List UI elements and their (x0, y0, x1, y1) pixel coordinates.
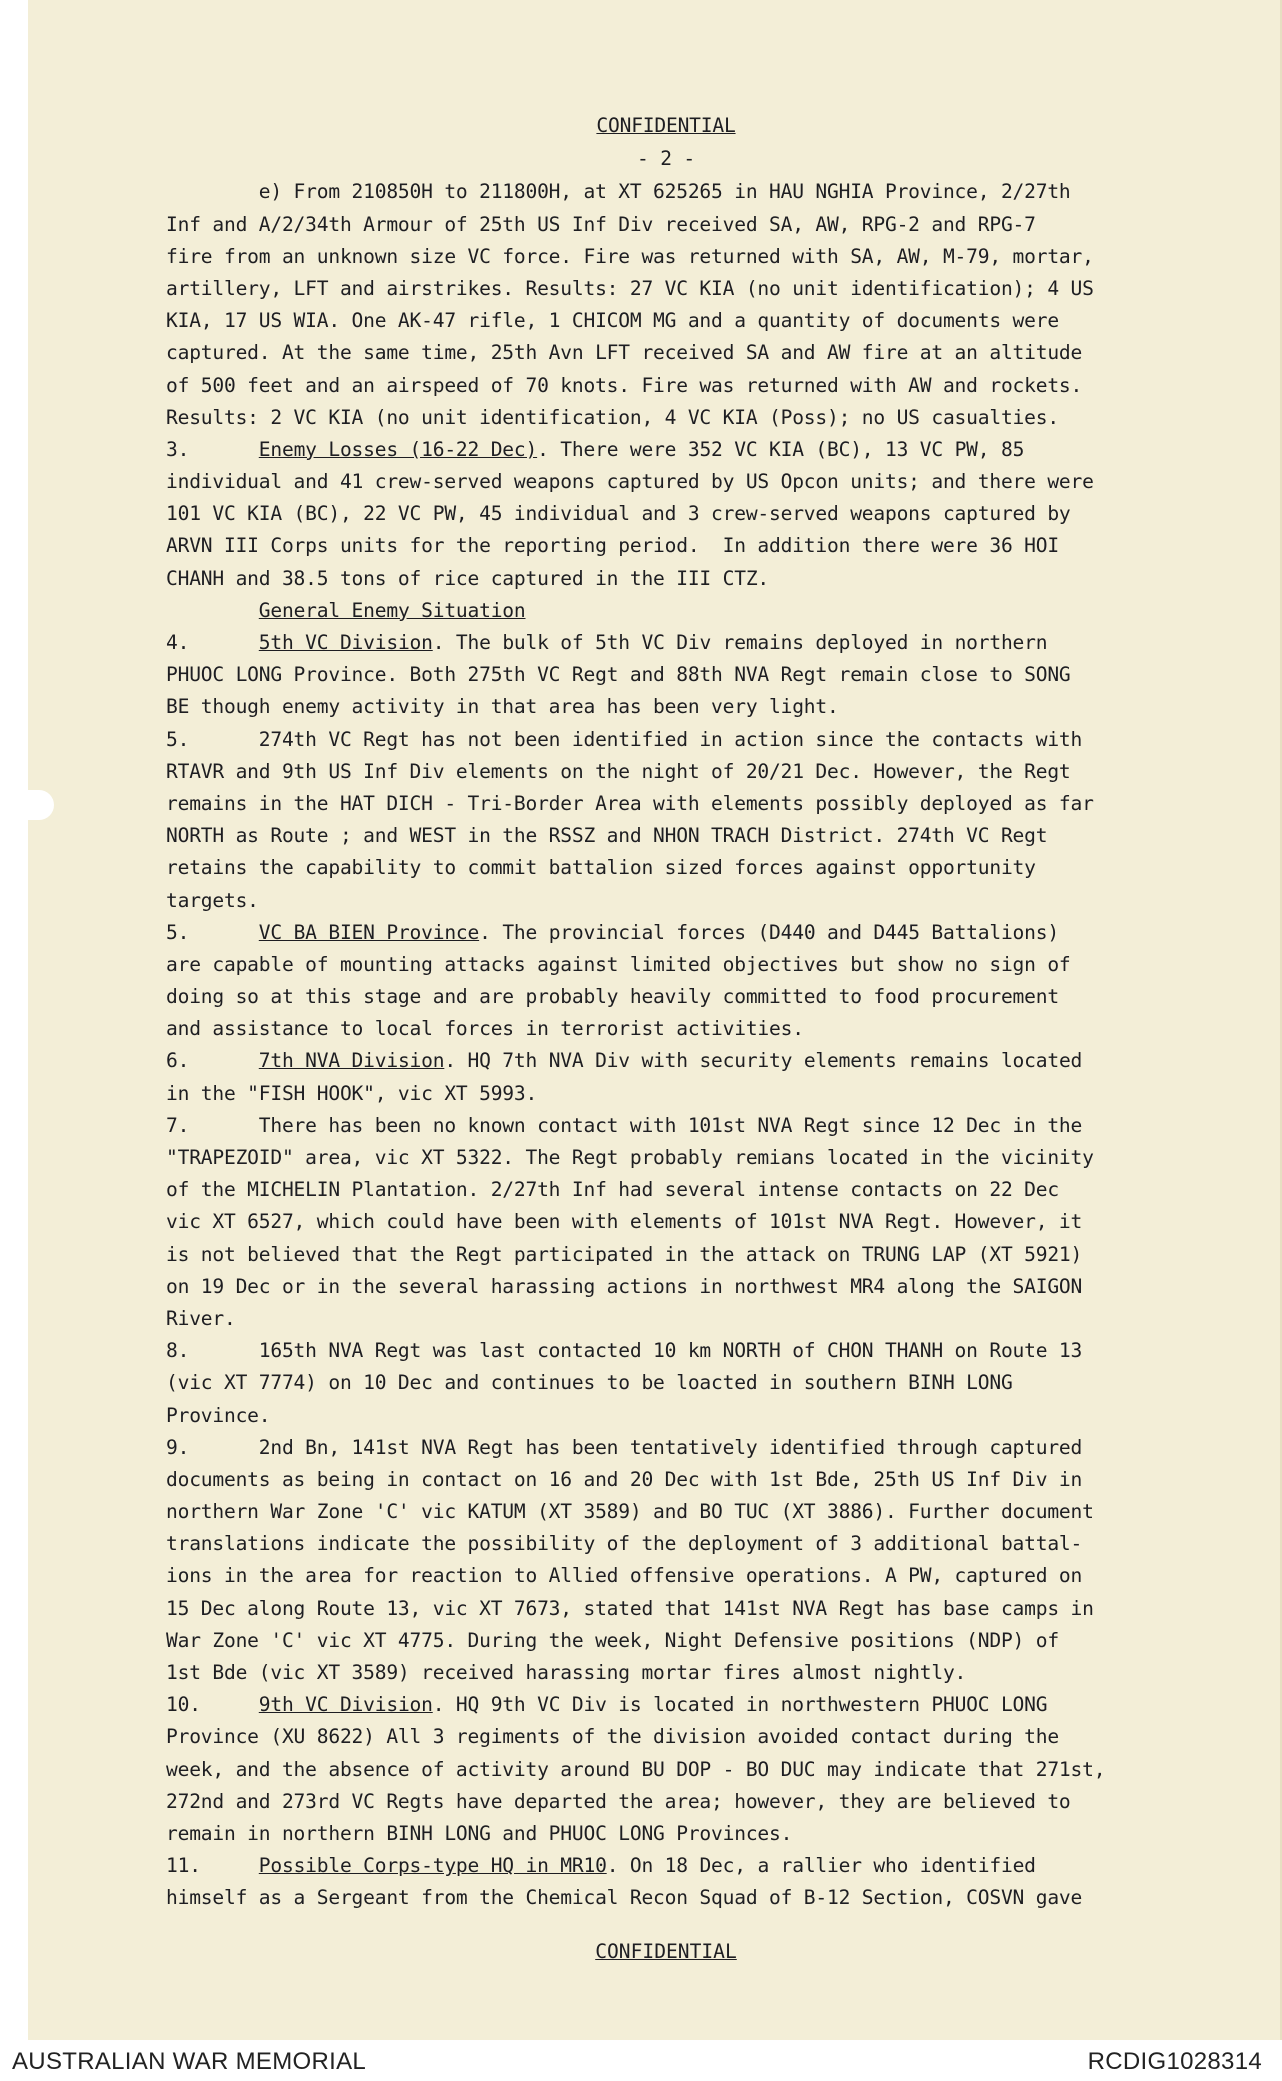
text-run: captured. At the same time, 25th Avn LFT received SA and AW fire at an altitude (166, 341, 1083, 365)
text-run: 8. 165th NVA Regt was last contacted 10 km NORTH of CHON THANH on Route 13 (166, 1339, 1083, 1363)
text-line (166, 402, 1166, 434)
text-run: (vic XT 7774) on 10 Dec and continues to be loacted in southern BINH LONG (166, 1371, 1013, 1395)
text-run: of the MICHELIN Plantation. 2/27th Inf had several intense contacts on 22 Dec (166, 1178, 1059, 1202)
document-body (166, 110, 1166, 1915)
header-text: CONFIDENTIAL (596, 114, 736, 137)
text-line (166, 1239, 1166, 1271)
text-line (166, 498, 1166, 530)
text-line (166, 1560, 1166, 1592)
text-line (166, 1078, 1166, 1110)
text-run: is not believed that the Regt participated in the attack on TRUNG LAP (XT 5921) (166, 1242, 1083, 1266)
text-run: 5. (166, 920, 259, 944)
text-line (166, 563, 1166, 595)
section-heading: General Enemy Situation (258, 598, 526, 622)
text-line (166, 370, 1166, 402)
text-run: doing so at this stage and are probably heavily committed to food procurement (166, 985, 1059, 1009)
text-run: in the "FISH HOOK", vic XT 5993. (166, 1081, 538, 1105)
text-run: Province (XU 8622) All 3 regiments of the division avoided contact during the (166, 1725, 1059, 1749)
text-run: PHUOC LONG Province. Both 275th VC Regt and 88th NVA Regt remain close to SONG (166, 663, 1071, 687)
text-run: retains the capability to commit battalion sized forces against opportunity (166, 856, 1036, 880)
text-run: . The bulk of 5th VC Div remains deployed in northern (432, 631, 1048, 655)
text-line (166, 1045, 1166, 1077)
section-heading: 7th NVA Division (258, 1049, 445, 1073)
text-line (166, 209, 1166, 241)
text-line (166, 1528, 1166, 1560)
text-line (166, 1689, 1166, 1721)
text-run: . There were 352 VC KIA (BC), 13 VC PW, 85 (537, 437, 1025, 461)
reference-label: RCDIG1028314 (1087, 2048, 1262, 2075)
text-line (166, 788, 1166, 820)
text-line (166, 1367, 1166, 1399)
text-line (166, 1400, 1166, 1432)
text-line (166, 852, 1166, 884)
text-line (166, 724, 1166, 756)
text-line (166, 1625, 1166, 1657)
page-number: - 2 - (637, 147, 695, 171)
text-line (166, 627, 1166, 659)
text-line (166, 1721, 1166, 1753)
text-run: ions in the area for reaction to Allied offensive operations. A PW, captured on (166, 1564, 1083, 1588)
section-heading: Possible Corps-type HQ in MR10 (258, 1854, 607, 1878)
section-heading: VC BA BIEN Province (258, 920, 480, 944)
text-run: . The provincial forces (D440 and D445 Battalions) (479, 920, 1059, 944)
text-run: documents as being in contact on 16 and 20 Dec with 1st Bde, 25th US Inf Div in (166, 1467, 1083, 1491)
text-line (166, 434, 1166, 466)
text-run: 15 Dec along Route 13, vic XT 7673, stated that 141st NVA Regt has base camps in (166, 1596, 1094, 1620)
text-line (166, 1432, 1166, 1464)
text-run: of 500 feet and an airspeed of 70 knots. Fire was returned with AW and rockets. (166, 373, 1083, 397)
text-run: remains in the HAT DICH - Tri-Border Area with elements possibly deployed as far (166, 791, 1094, 815)
text-line (166, 691, 1166, 723)
text-line (166, 273, 1166, 305)
text-run: 6. (166, 1049, 259, 1073)
text-line (166, 1882, 1166, 1914)
text-run: vic XT 6527, which could have been with elements of 101st NVA Regt. However, it (166, 1210, 1083, 1234)
classification-footer (166, 1940, 1166, 1963)
text-run: 3. (166, 437, 259, 461)
footer-text: CONFIDENTIAL (595, 1940, 737, 1963)
text-line (166, 949, 1166, 981)
text-run: himself as a Sergeant from the Chemical Recon Squad of B-12 Section, COSVN gave (166, 1886, 1083, 1910)
text-run: 272nd and 273rd VC Regts have departed the area; however, they are believed to (166, 1789, 1071, 1813)
text-run: Inf and A/2/34th Armour of 25th US Inf Div received SA, AW, RPG-2 and RPG-7 (166, 212, 1036, 236)
text-line (166, 1013, 1166, 1045)
text-run: translations indicate the possibility of the deployment of 3 additional battal- (166, 1532, 1083, 1556)
text-line (166, 595, 1166, 627)
text-line (166, 659, 1166, 691)
text-run: 7. There has been no known contact with 101st NVA Regt since 12 Dec in the (166, 1113, 1083, 1137)
text-line (166, 1657, 1166, 1689)
text-line (166, 305, 1166, 337)
text-run: . HQ 9th VC Div is located in northwestern PHUOC LONG (432, 1693, 1048, 1717)
text-line (166, 1786, 1166, 1818)
text-run: Results: 2 VC KIA (no unit identification, 4 VC KIA (Poss); no US casualties. (166, 405, 1059, 429)
text-run: fire from an unknown size VC force. Fire was returned with SA, AW, M-79, mortar, (166, 244, 1094, 268)
text-run: on 19 Dec or in the several harassing actions in northwest MR4 along the SAIGON (166, 1274, 1083, 1298)
archive-strip (0, 2040, 1282, 2081)
text-line (166, 1335, 1166, 1367)
text-run: remain in northern BINH LONG and PHUOC LONG Provinces. (166, 1821, 793, 1845)
text-run: are capable of mounting attacks against limited objectives but show no sign of (166, 952, 1071, 976)
text-run: 9. 2nd Bn, 141st NVA Regt has been tentatively identified through captured (166, 1435, 1083, 1459)
text-run: e) From 210850H to 211800H, at XT 625265 in HAU NGHIA Province, 2/27th (166, 180, 1071, 204)
text-run: . HQ 7th NVA Div with security elements remains located (444, 1049, 1083, 1073)
text-run: and assistance to local forces in terrorist activities. (166, 1017, 804, 1041)
text-line (166, 1754, 1166, 1786)
text-run: . On 18 Dec, a rallier who identified (606, 1854, 1036, 1878)
text-line (166, 1174, 1166, 1206)
text-line (166, 1271, 1166, 1303)
text-run: ARVN III Corps units for the reporting period. In addition there were 36 HOI (166, 534, 1059, 558)
report-text (166, 176, 1166, 1914)
text-line (166, 1110, 1166, 1142)
text-run: KIA, 17 US WIA. One AK-47 rifle, 1 CHICOM MG and a quantity of documents were (166, 309, 1059, 333)
text-run: 101 VC KIA (BC), 22 VC PW, 45 individual and 3 crew-served weapons captured by (166, 502, 1071, 526)
section-heading: Enemy Losses (16-22 Dec) (258, 437, 538, 461)
text-line (166, 885, 1166, 917)
text-run: 1st Bde (vic XT 3589) received harassing mortar fires almost nightly. (166, 1661, 967, 1685)
text-line (166, 917, 1166, 949)
text-run: 5. 274th VC Regt has not been identified in action since the contacts with (166, 727, 1083, 751)
text-line (166, 530, 1166, 562)
text-line (166, 1142, 1166, 1174)
text-line (166, 1464, 1166, 1496)
text-run: RTAVR and 9th US Inf Div elements on the night of 20/21 Dec. However, the Regt (166, 759, 1071, 783)
text-line (166, 241, 1166, 273)
text-line (166, 820, 1166, 852)
text-line (166, 337, 1166, 369)
text-run: individual and 41 crew-served weapons captured by US Opcon units; and there were (166, 470, 1094, 494)
text-line (166, 466, 1166, 498)
text-run: 4. (166, 631, 259, 655)
text-run: "TRAPEZOID" area, vic XT 5322. The Regt probably remians located in the vicinity (166, 1146, 1094, 1170)
text-line (166, 176, 1166, 208)
text-line (166, 756, 1166, 788)
text-run: BE though enemy activity in that area has been very light. (166, 695, 839, 719)
text-line (166, 981, 1166, 1013)
text-run: 10. (166, 1693, 259, 1717)
text-run: Province. (166, 1403, 271, 1427)
text-run: River. (166, 1306, 236, 1330)
text-run: targets. (166, 888, 259, 912)
text-line (166, 1496, 1166, 1528)
text-line (166, 1303, 1166, 1335)
text-line (166, 1206, 1166, 1238)
text-run (166, 599, 259, 622)
text-run: artillery, LFT and airstrikes. Results: 27 VC KIA (no unit identification); 4 US (166, 276, 1094, 300)
classification-header (166, 110, 1166, 142)
section-heading: 9th VC Division (258, 1693, 433, 1717)
text-run: War Zone 'C' vic XT 4775. During the week, Night Defensive positions (NDP) of (166, 1628, 1059, 1652)
text-line (166, 1818, 1166, 1850)
text-run: CHANH and 38.5 tons of rice captured in the III CTZ. (166, 566, 770, 590)
section-heading: 5th VC Division (258, 631, 433, 655)
text-run: week, and the absence of activity around BU DOP - BO DUC may indicate that 271st, (166, 1757, 1106, 1781)
text-run: northern War Zone 'C' vic KATUM (XT 3589) and BO TUC (XT 3886). Further document (166, 1500, 1094, 1524)
document-page (28, 0, 1282, 2040)
punch-hole (28, 790, 54, 820)
text-run: NORTH as Route ; and WEST in the RSSZ and NHON TRACH District. 274th VC Regt (166, 824, 1048, 848)
text-line (166, 1593, 1166, 1625)
text-run: 11. (166, 1854, 259, 1878)
institution-label: AUSTRALIAN WAR MEMORIAL (12, 2048, 367, 2075)
text-line (166, 1850, 1166, 1882)
